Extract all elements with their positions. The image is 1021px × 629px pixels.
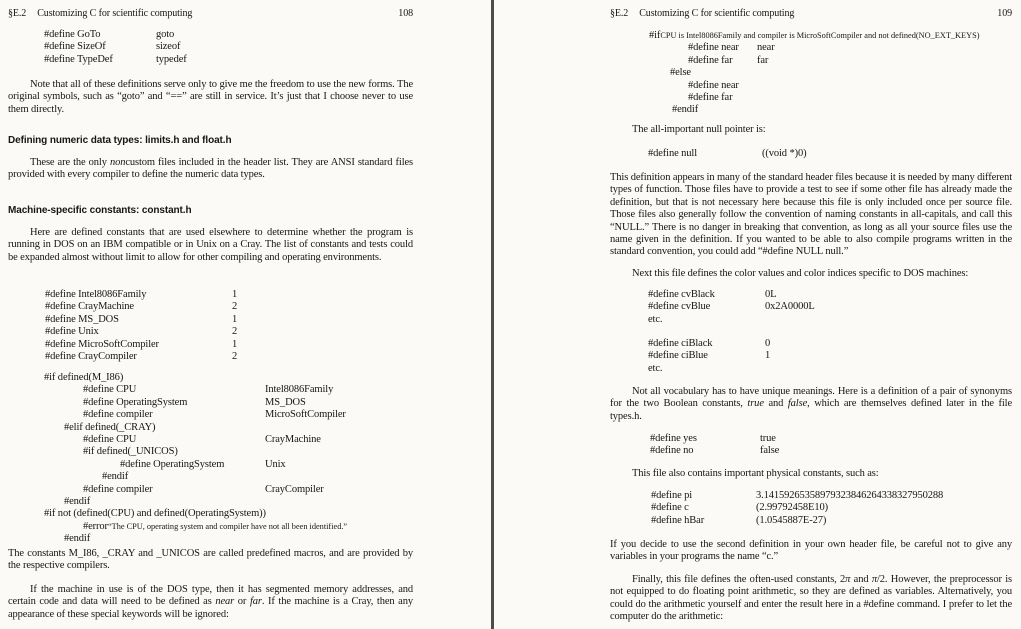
code-directive: #define hBar xyxy=(651,514,705,526)
italic-run: true xyxy=(747,398,764,410)
code-directive: #define ciBlue xyxy=(648,350,708,362)
code-value: near xyxy=(757,42,775,54)
code-directive: etc. xyxy=(648,313,663,325)
code-value: CrayMachine xyxy=(265,433,321,445)
code-line xyxy=(610,445,1012,457)
code-block-machine-constants xyxy=(8,289,413,363)
text-run: and xyxy=(763,398,788,410)
code-value: (2.99792458E10) xyxy=(756,502,828,514)
code-value: 2 xyxy=(232,326,238,338)
code-line xyxy=(8,409,413,421)
code-value: Unix xyxy=(265,458,286,470)
text-run: Note that all of these definitions serve only to give me the freedom to use the new forms. The original symbols, such as “goto” and “==” are still in service. It’s just that I choose never to use them directly. xyxy=(8,79,413,115)
code-directive: #define MicroSoftCompiler xyxy=(45,338,159,350)
code-line xyxy=(8,422,413,434)
code-line xyxy=(8,384,413,396)
code-directive: #define CPU xyxy=(83,384,137,396)
code-directive: #endif xyxy=(672,104,699,116)
code-line xyxy=(8,339,413,351)
code-directive: #define ciBlack xyxy=(648,338,713,349)
code-line xyxy=(8,314,413,326)
italic-run: π xyxy=(845,574,851,585)
code-directive: #define MS_DOS xyxy=(45,313,119,325)
paragraph xyxy=(8,157,413,182)
code-value: ((void *)0) xyxy=(762,148,807,159)
code-value: CrayCompiler xyxy=(265,483,324,495)
code-directive: #define SizeOf xyxy=(44,41,106,53)
code-line xyxy=(8,521,413,533)
code-directive: #endif xyxy=(102,471,129,483)
code-directive: #define CrayCompiler xyxy=(45,350,137,362)
text-run: /2. However, the preprocessor is not equipped to do floating point arithmetic, so they are defined as variables. Alternatively, you could do the arithmetic yourself and enter the result here in a #define command. I prefer to let the computer do the arithmetic: xyxy=(610,574,1013,623)
code-directive: #define Unix xyxy=(45,326,99,338)
code-directive: #endif xyxy=(64,495,91,507)
code-value: 1 xyxy=(232,313,238,325)
page-right-content xyxy=(610,0,1012,629)
book-page-right xyxy=(494,0,1021,629)
code-line xyxy=(8,41,413,53)
text-run: These are the only xyxy=(30,157,110,168)
paragraph xyxy=(610,172,1012,259)
text-run: If you decide to use the second definition in your own header file, be careful not to give any variables in your programs the name “c.” xyxy=(610,539,1012,563)
code-value: sizeof xyxy=(156,41,181,53)
code-line xyxy=(8,459,413,471)
code-value: 0x2A0000L xyxy=(765,301,815,313)
code-string-small: CPU is Intel8086Family and compiler is MicroSoftCompiler and not defined(NO_EXT_KEYS) xyxy=(660,31,980,40)
code-line xyxy=(610,363,1012,375)
code-line xyxy=(8,533,413,545)
code-line xyxy=(610,55,1012,67)
code-line xyxy=(610,80,1012,92)
code-string-small: “The CPU, operating system and compiler have not all been identified.” xyxy=(107,521,348,531)
text-run: . If the machine is a Cray, then any appearance of these special keywords will be ignored: xyxy=(8,596,413,620)
code-directive: #define near xyxy=(688,79,739,91)
code-directive: #elif defined(_CRAY) xyxy=(64,421,156,433)
page-number: 108 xyxy=(398,8,413,19)
code-directive: #define compiler xyxy=(83,483,153,495)
code-block-color-values xyxy=(610,289,1012,326)
code-directive: etc. xyxy=(648,362,663,374)
section-heading-numeric-types: Defining numeric data types: limits.h and float.h xyxy=(8,135,232,146)
code-directive: #define TypeDef xyxy=(44,53,113,65)
code-line xyxy=(610,490,1012,502)
running-title: Customizing C for scientific computing xyxy=(639,8,795,19)
code-line xyxy=(8,301,413,313)
text-run: Not all vocabulary has to have unique meanings. Here is a definition of a pair of synonyms for the two Boolean constants, xyxy=(610,386,1012,410)
code-directive: #else xyxy=(670,67,691,79)
code-block-yes-no xyxy=(610,433,1012,458)
paragraph xyxy=(610,386,1012,423)
code-directive: #endif xyxy=(64,533,91,545)
code-line xyxy=(610,338,1012,350)
text-run: If the machine in use is of the DOS type, then it has segmented memory addresses, and certain code and data will need to be defined as xyxy=(8,584,413,608)
code-line xyxy=(610,515,1012,527)
code-value: 1 xyxy=(765,350,771,362)
code-directive: #if defined(M_I86) xyxy=(44,372,124,383)
code-directive: #define null xyxy=(648,148,698,159)
paragraph xyxy=(610,574,1012,624)
code-value: 1 xyxy=(232,338,238,350)
code-directive: #define far xyxy=(688,91,733,103)
code-directive: #define c xyxy=(651,502,689,514)
running-title: Customizing C for scientific computing xyxy=(37,8,193,19)
code-value: (1.0545887E-27) xyxy=(756,514,827,526)
code-line xyxy=(8,446,413,458)
code-value: 2 xyxy=(232,350,238,362)
text-run: This file also contains important physical constants, such as: xyxy=(632,468,879,479)
code-directive: #define far xyxy=(688,54,733,66)
code-line xyxy=(8,372,413,384)
italic-run: π xyxy=(871,574,877,585)
paragraph xyxy=(8,548,413,573)
code-line xyxy=(610,104,1012,116)
paragraph xyxy=(8,227,413,264)
code-line xyxy=(610,92,1012,104)
code-directive: #define OperatingSystem xyxy=(120,458,225,470)
italic-run: near xyxy=(215,596,235,608)
code-line xyxy=(8,496,413,508)
code-line xyxy=(8,326,413,338)
code-line xyxy=(8,54,413,66)
text-run: Next this file defines the color values and color indices specific to DOS machines: xyxy=(632,268,969,279)
code-directive: #define CPU xyxy=(83,433,137,445)
code-line xyxy=(610,289,1012,301)
text-run: This definition appears in many of the standard header files because it is needed by many different types of function. Those files have to provide a test to see if some other file has already made the definition, but that is not necessary here because this file is only included once per source file. Those files also generally follow the convention of naming constants in all-capitals, and call this “NULL.” There is no danger in breaking that convention, as long as all your source files use the name given in the definition. If you wanted to be able to also compile programs written in the standard convention, you could add “#define NULL null.” xyxy=(610,172,1012,258)
code-line xyxy=(610,42,1012,54)
code-value: true xyxy=(760,433,776,444)
code-value: goto xyxy=(156,29,175,40)
code-line xyxy=(8,351,413,363)
text-run: The all-important null pointer is: xyxy=(632,124,766,135)
text-run: The constants M_I86, _CRAY and _UNICOS are called predefined macros, and are provided by the respective compilers. xyxy=(8,548,413,572)
page-left-content xyxy=(8,0,413,629)
page-header xyxy=(8,8,413,19)
text-run: custom files included in the header list. They are ANSI standard files provided with every compiler to define the numeric data types. xyxy=(8,157,413,181)
code-line xyxy=(610,30,1012,42)
italic-run: far xyxy=(249,596,262,608)
code-line xyxy=(8,484,413,496)
code-directive: #define GoTo xyxy=(44,29,101,40)
text-run: or xyxy=(234,596,250,608)
section-heading-machine-constants: Machine-specific constants: constant.h xyxy=(8,205,192,216)
code-line xyxy=(610,502,1012,514)
page-number: 109 xyxy=(997,8,1012,19)
code-value: 2 xyxy=(232,301,238,313)
code-directive: #define cvBlack xyxy=(648,289,715,300)
code-value: 0L xyxy=(765,289,777,300)
code-directive: #error xyxy=(83,520,108,532)
code-value: MS_DOS xyxy=(265,396,306,408)
code-directive: #define OperatingSystem xyxy=(83,396,188,408)
code-line xyxy=(610,148,1012,160)
code-value: far xyxy=(757,54,769,66)
code-directive: #define cvBlue xyxy=(648,301,711,313)
code-directive: #define compiler xyxy=(83,409,153,421)
code-value: typedef xyxy=(156,53,187,65)
italic-run: false xyxy=(787,398,808,410)
paragraph xyxy=(8,79,413,116)
code-block-physical-constants xyxy=(610,490,1012,527)
code-directive: #define pi xyxy=(651,490,693,501)
code-directive: #if not (defined(CPU) and defined(OperatingSystem)) xyxy=(44,508,266,520)
code-directive: #define yes xyxy=(650,433,697,444)
code-line xyxy=(8,289,413,301)
italic-run: non xyxy=(109,157,126,168)
code-block-null-pointer xyxy=(610,148,1012,160)
code-line xyxy=(8,434,413,446)
code-line xyxy=(8,29,413,41)
page-header xyxy=(610,8,1012,19)
code-line xyxy=(8,471,413,483)
code-block-near-far xyxy=(610,30,1012,117)
text-run: , which are themselves defined later in the file types.h. xyxy=(610,398,1013,422)
paragraph xyxy=(610,124,1012,136)
text-run: Finally, this file defines the often-used constants, 2 xyxy=(632,574,846,585)
paragraph xyxy=(610,268,1012,280)
paragraph xyxy=(610,539,1012,564)
code-value: Intel8086Family xyxy=(265,384,334,396)
code-directive: #define no xyxy=(650,445,694,457)
code-block-color-indices xyxy=(610,338,1012,375)
text-run: Here are defined constants that are used elsewhere to determine whether the program is running in DOS on an IBM compatible or in Unix on a Cray. The list of constants and tests could be expanded almost without limit to allow for other compiling and operating environments. xyxy=(8,227,413,263)
code-value: 3.14159265358979323846264338327950288 xyxy=(756,490,944,501)
code-line xyxy=(610,301,1012,313)
section-number: §E.2 xyxy=(610,8,629,19)
code-line xyxy=(8,397,413,409)
code-value: false xyxy=(760,445,780,457)
paragraph xyxy=(610,468,1012,480)
code-directive: #define Intel8086Family xyxy=(45,289,147,300)
code-directive: #if xyxy=(649,30,661,41)
code-directive: #if defined(_UNICOS) xyxy=(83,446,178,458)
code-line xyxy=(610,67,1012,79)
code-line xyxy=(610,314,1012,326)
code-directive: #define near xyxy=(688,42,739,54)
book-page-left xyxy=(0,0,491,629)
code-directive: #define CrayMachine xyxy=(45,301,134,313)
section-number: §E.2 xyxy=(8,8,27,19)
code-line xyxy=(610,433,1012,445)
code-value: 1 xyxy=(232,289,238,300)
paragraph xyxy=(8,584,413,621)
code-block-cpu-detection xyxy=(8,372,413,545)
code-line xyxy=(8,508,413,520)
code-line xyxy=(610,350,1012,362)
code-value: 0 xyxy=(765,338,771,349)
text-run: and xyxy=(850,574,872,585)
code-block-defines-keywords xyxy=(8,29,413,66)
code-value: MicroSoftCompiler xyxy=(265,409,346,421)
